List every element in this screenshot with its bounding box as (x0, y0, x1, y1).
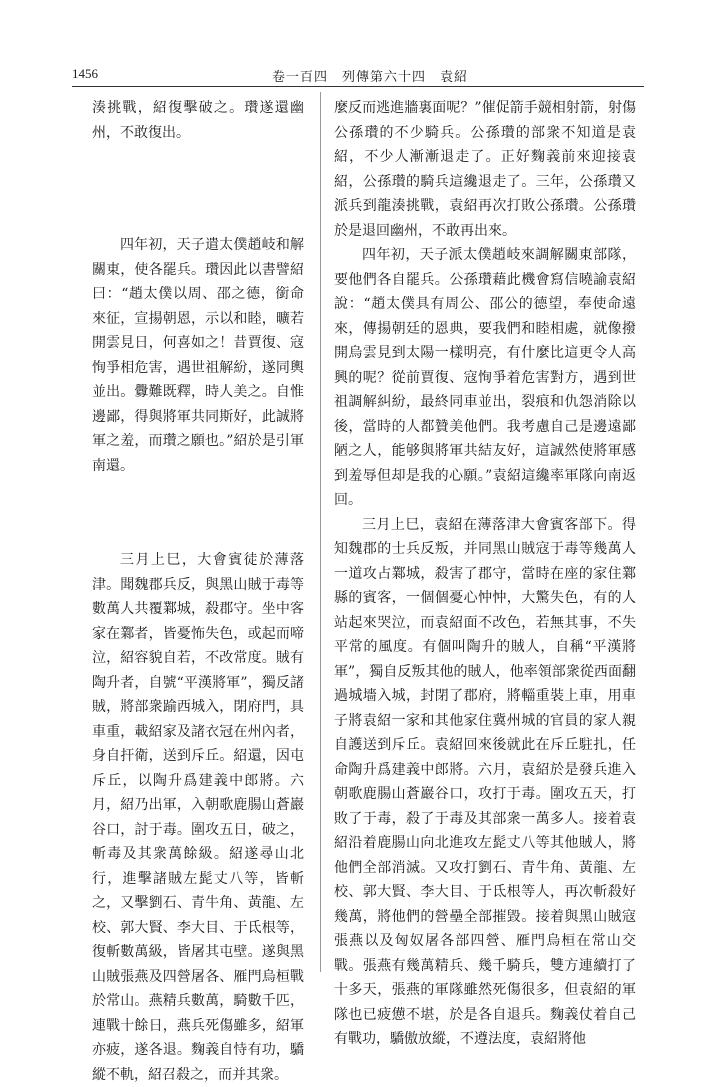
paragraph-3: 三月上巳，大會賓徒於薄落津。聞魏郡兵反，與黑山賊于毒等數萬人共覆鄴城，殺郡守。坐中客家在鄴者，皆憂怖失色，或起而啼泣，紹容貌自若，不改常度。賊有陶升者，自號“平漢將軍”，獨反諸賊，將部衆踰西城入，閉府門，具車重，載紹家及諸衣冠在州內者，身自扞衛，送到斥丘。紹還，因屯斥丘，以陶升爲建義中郎將。六月，紹乃出軍，入朝歌鹿腸山蒼巖谷口，討于毒。圍攻五日，破之，斬毒及其衆萬餘級。紹遂尋山北行，進擊諸賊左髭丈八等，皆斬之，又擊劉石、青牛角、黃龍、左校、郭大賢、李大目、于氐根等，復斬數萬級，皆屠其屯壁。遂與黑山賊張燕及四營屠各、雁門烏桓戰於常山。燕精兵數萬，騎數千匹，連戰十餘日，燕兵死傷雖多，紹軍亦疲，遂各退。麴義自恃有功，驕縱不軌，紹召殺之，而并其衆。 (92, 552, 304, 1083)
page-header (72, 66, 644, 88)
header-rule (72, 86, 644, 87)
paragraph-1: 麼反而逃進牆裏面呢？”催促箭手競相射箭，射傷公孫瓚的不少騎兵。公孫瓚的部衆不知道是袁紹，不少人漸漸退走了。正好麴義前來迎接袁紹，公孫瓚的騎兵這纔退走了。三年，公孫瓚又派兵到龍湊挑戰，袁紹再次打敗公孫瓚。公孫瓚於是退回幽州，不敢再出來。 (334, 100, 636, 239)
column-divider (320, 92, 321, 972)
paragraph-3: 三月上巳，袁紹在薄落津大會賓客部下。得知魏郡的士兵反叛，并同黑山賊寇于毒等幾萬人一道攻占鄴城，殺害了郡守，當時在座的家住鄴縣的賓客，一個個憂心忡忡，大驚失色，有的人站起來哭泣，而袁紹面不改色，若無其事，不失平常的風度。有個叫陶升的賊人，自稱“平漢將軍”，獨自反叛其他的賊人，他率領部衆從西面翻過城墻入城，封閉了郡府，將輜重裝上車，用車子將袁紹一家和其他家住冀州城的官員的家人親自護送到斥丘。袁紹回來後就此在斥丘駐扎，任命陶升爲建義中郎將。六月，袁紹於是發兵進入朝歌鹿腸山蒼巖谷口，攻打于毒。圍攻五天，打敗了于毒，殺了于毒及其部衆一萬多人。接着袁紹沿着鹿腸山向北進攻左髭丈八等其他賊人，將他們全部消滅。又攻打劉石、青牛角、黃龍、左校、郭大賢、李大目、于氐根等人，再次斬殺好幾萬，將他們的營壘全部摧毀。接着與黑山賊寇張燕以及匈奴屠各部四營、雁門烏桓在常山交戰。張燕有幾萬精兵、幾千騎兵，雙方連續打了十多天，張燕的軍隊雖然死傷很多，但袁紹的軍隊也已疲憊不堪，於是各自退兵。麴義仗着自己有戰功，驕傲放縱，不遵法度，袁紹將他 (334, 516, 636, 1047)
translation-column (334, 96, 636, 1052)
page-number: 1456 (72, 66, 98, 81)
running-head: 卷一百四 列傳第六十四 袁紹 (272, 70, 469, 85)
paragraph-1: 湊挑戰，紹復擊破之。瓚遂還幽州，不敢復出。 (92, 100, 304, 141)
paragraph-2: 四年初，天子派太僕趙岐來調解關東部隊，要他們各自罷兵。公孫瓚藉此機會寫信曉諭袁紹說：“趙太僕具有周公、邵公的德望，奉使命遠來，傳揚朝廷的恩典，要我們和睦相處，就像撥開烏雲見到太陽一樣明亮，有什麼比這更令人高興的呢？從前賈復、寇恂爭着危害對方，遇到世祖調解糾紛，最終同車並出，裂痕和仇怨消除以後，當時的人都贊美他們。我考慮自己是邊遠鄙陋之人，能够與將軍共結友好，這誠然使將軍感到羞辱但却是我的心願。”袁紹這纔率軍隊向南返回。 (334, 247, 636, 508)
paragraph-2: 四年初，天子遣太僕趙岐和解關東，使各罷兵。瓚因此以書譬紹曰：“趙太僕以周、邵之德，銜命來征，宣揚朝恩，示以和睦，曠若開雲見日，何喜如之！昔賈復、寇恂爭相危害，遇世祖解紛，遂同輿並出。釁難既釋，時人美之。自惟邊鄙，得與將軍共同斯好，此誠將軍之羞，而瓚之願也。”紹於是引軍南還。 (92, 237, 304, 474)
classical-text-column (92, 96, 304, 1087)
